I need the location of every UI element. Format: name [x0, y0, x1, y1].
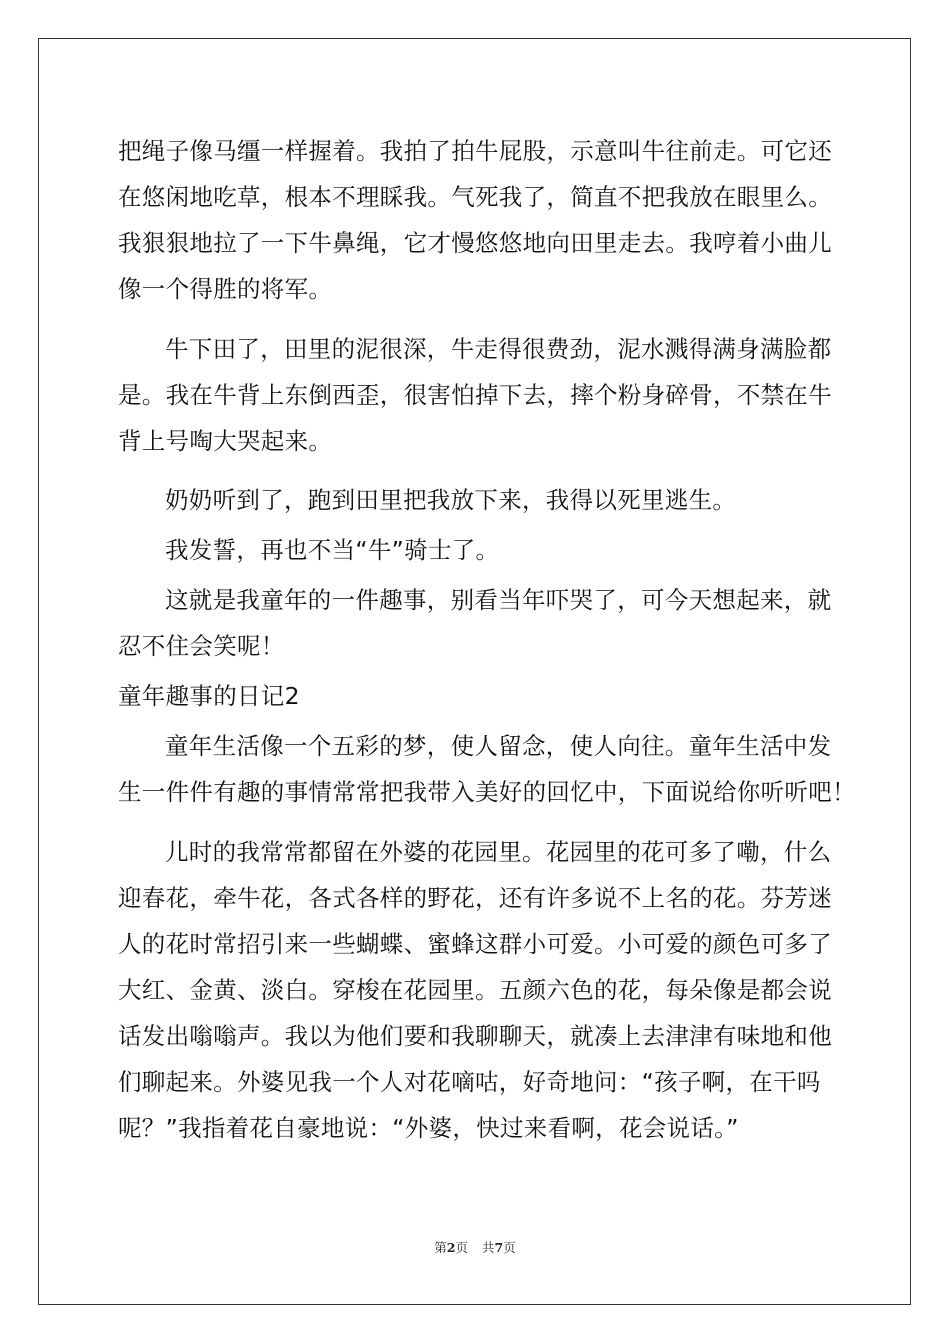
page-unit: 页	[455, 1240, 468, 1255]
text-line: 人的花时常招引来一些蝴蝶、蜜蜂这群小可爱。小可爱的颜色可多了	[118, 930, 832, 958]
total-unit: 页	[503, 1240, 516, 1255]
section-heading: 童年趣事的日记2	[118, 682, 300, 710]
total-prefix: 共	[482, 1240, 495, 1255]
text-line: 呢？”我指着花自豪地说：“外婆，快过来看啊，花会说话。”	[118, 1114, 739, 1142]
paragraph-first-line: 奶奶听到了，跑到田里把我放下来，我得以死里逃生。	[165, 486, 737, 514]
page-footer	[0, 1240, 950, 1256]
text-line: 把绳子像马缰一样握着。我拍了拍牛屁股，示意叫牛往前走。可它还	[118, 137, 832, 165]
text-line: 话发出嗡嗡声。我以为他们要和我聊聊天，就凑上去津津有味地和他	[118, 1022, 832, 1050]
text-line: 像一个得胜的将军。	[118, 275, 333, 303]
text-line: 大红、金黄、淡白。穿梭在花园里。五颜六色的花，每朵像是都会说	[118, 976, 832, 1004]
paragraph-first-line: 儿时的我常常都留在外婆的花园里。花园里的花可多了嘞，什么	[165, 838, 832, 866]
paragraph-first-line: 这就是我童年的一件趣事，别看当年吓哭了，可今天想起来，就	[165, 586, 832, 614]
text-line: 我狠狠地拉了一下牛鼻绳，它才慢悠悠地向田里走去。我哼着小曲儿	[118, 229, 832, 257]
text-line: 生一件件有趣的事情常常把我带入美好的回忆中，下面说给你听听吧！	[118, 778, 856, 806]
page-total: 7	[494, 1240, 504, 1255]
text-line: 是。我在牛背上东倒西歪，很害怕掉下去，摔个粉身碎骨，不禁在牛	[118, 381, 832, 409]
paragraph-first-line: 童年生活像一个五彩的梦，使人留念，使人向往。童年生活中发	[165, 732, 832, 760]
text-line: 在悠闲地吃草，根本不理睬我。气死我了，简直不把我放在眼里么。	[118, 183, 832, 211]
text-line: 们聊起来。外婆见我一个人对花嘀咕，好奇地问：“孩子啊，在干吗	[118, 1068, 821, 1096]
paragraph-first-line: 牛下田了，田里的泥很深，牛走得很费劲，泥水溅得满身满脸都	[165, 335, 832, 363]
text-line: 忍不住会笑呢！	[118, 632, 285, 660]
page-prefix: 第	[434, 1240, 447, 1255]
text-line: 背上号啕大哭起来。	[118, 427, 333, 455]
paragraph-first-line: 我发誓，再也不当“牛”骑士了。	[165, 536, 500, 564]
text-line: 迎春花，牵牛花，各式各样的野花，还有许多说不上名的花。芬芳迷	[118, 884, 832, 912]
page-current: 2	[446, 1240, 456, 1255]
